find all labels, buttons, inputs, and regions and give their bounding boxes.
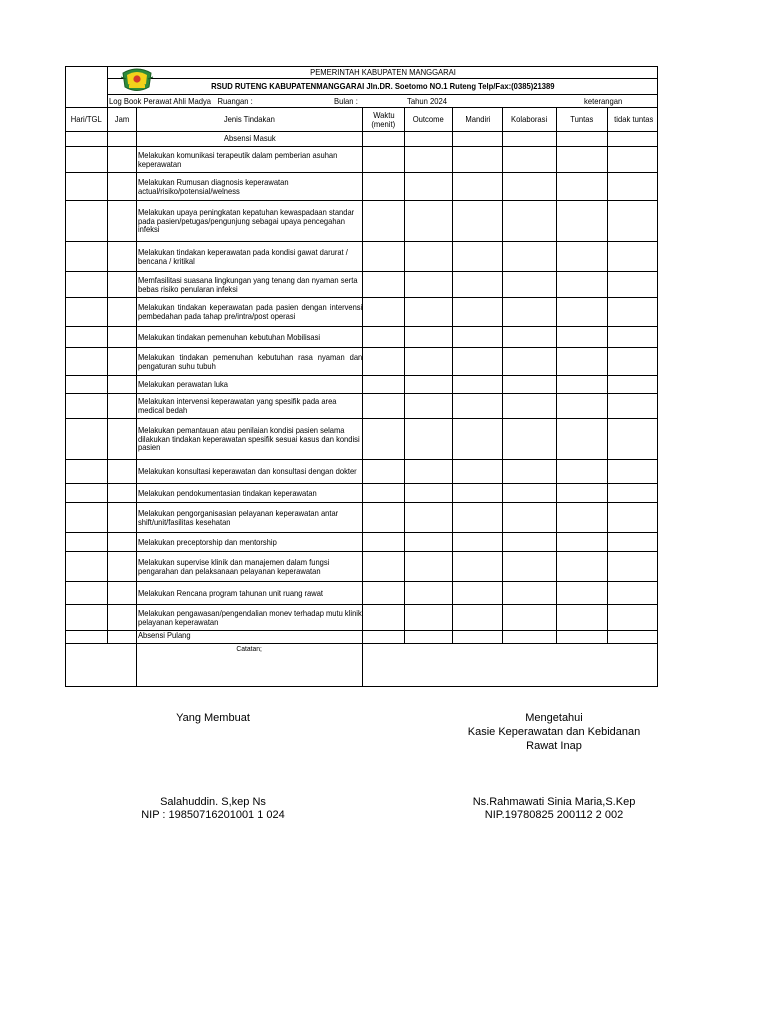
- absensi-masuk: Absensi Masuk: [223, 133, 276, 144]
- col-tidak-tuntas: tidak tuntas: [613, 113, 654, 124]
- activity-row: Memfasilitasi suasana lingkungan yang tenang dan nyaman serta bebas risiko penularan infeksi: [138, 274, 358, 294]
- activity-row: Melakukan upaya peningkatan kepatuhan kewaspadaan standar pada pasien/petugas/pengunjung sebagai upaya pencegahan infeksi: [138, 207, 355, 235]
- activity-row: Melakukan Rumusan diagnosis keperawatan actual/risiko/potensial/welness: [138, 176, 289, 196]
- activity-row: Melakukan pengorganisasian pelayanan keperawatan antar shift/unit/fasilitas kesehatan: [138, 507, 339, 527]
- tahun-label: Tahun 2024: [407, 96, 447, 106]
- col-jenis: Jenis Tindakan: [223, 113, 276, 124]
- activity-row: Melakukan pemantauan atau penilaian kondisi pasien selama dilakukan tindakan keperawatan spesifik sesuai kasus dan kondisi pasien: [138, 425, 360, 453]
- divider: [556, 107, 557, 644]
- activity-row: Melakukan pendokumentasian tindakan keperawatan: [138, 487, 317, 498]
- col-hari: Hari/TGL: [70, 113, 103, 124]
- keterangan-label: keterangan: [584, 96, 623, 106]
- signer-right-position: Kasie Keperawatan dan Kebidanan: [467, 726, 641, 738]
- activity-row: Melakukan tindakan keperawatan pada pasien dengan intervensi pembedahan pada tahap pre/intra/post operasi: [138, 302, 363, 321]
- activity-row: Melakukan intervensi keperawatan yang spesifik pada area medical bedah: [138, 396, 337, 415]
- col-jam: Jam: [114, 113, 130, 124]
- absensi-pulang: Absensi Pulang: [138, 630, 191, 641]
- divider: [107, 67, 108, 644]
- activity-row: Melakukan komunikasi terapeutik dalam pemberian asuhan keperawatan: [138, 149, 338, 169]
- logbook-label: Log Book Perawat Ahli Madya Ruangan :: [109, 96, 253, 106]
- divider: [404, 107, 405, 644]
- activity-row: Melakukan konsultasi keperawatan dan konsultasi dengan dokter: [138, 466, 357, 477]
- signer-right-nip: NIP.19780825 200112 2 002: [484, 809, 624, 821]
- col-tuntas: Tuntas: [570, 113, 594, 124]
- signer-right-unit: Rawat Inap: [526, 740, 582, 752]
- bulan-label: Bulan :: [334, 96, 358, 106]
- divider: [607, 107, 608, 644]
- col-waktu: Waktu (menit): [371, 109, 396, 129]
- signer-right-title: Mengetahui: [525, 712, 583, 724]
- divider: [452, 107, 453, 644]
- col-mandiri: Mandiri: [464, 113, 491, 124]
- activity-row: Melakukan tindakan pemenuhan kebutuhan Mobilisasi: [138, 331, 321, 342]
- activity-row: Melakukan tindakan keperawatan pada kondisi gawat darurat / bencana / kritikal: [138, 246, 348, 266]
- signer-left-nip: NIP : 19850716201001 1 024: [141, 809, 285, 821]
- divider: [502, 107, 503, 644]
- signer-left-title: Yang Membuat: [176, 712, 250, 724]
- signer-right-name: Ns.Rahmawati Sinia Maria,S.Kep: [472, 796, 636, 808]
- signer-left-name: Salahuddin. S,kep Ns: [160, 796, 266, 808]
- activity-row: Melakukan tindakan pemenuhan kebutuhan rasa nyaman dan pengaturan suhu tubuh: [138, 351, 363, 371]
- divider: [136, 107, 137, 687]
- divider: [108, 94, 658, 95]
- hospital-title: RSUD RUTENG KABUPATENMANGGARAI Jln.DR. Soetomo NO.1 Ruteng Telp/Fax:(0385)21389: [211, 80, 555, 91]
- col-kolaborasi: Kolaborasi: [511, 113, 548, 124]
- logbook-sheet: [65, 66, 658, 687]
- regency-logo: [120, 67, 154, 93]
- col-outcome: Outcome: [412, 113, 445, 124]
- catatan-label: Catatan;: [236, 644, 263, 654]
- gov-title: PEMERINTAH KABUPATEN MANGGARAI: [310, 66, 456, 77]
- activity-row: Melakukan preceptorship dan mentorship: [138, 536, 277, 547]
- activity-row: Melakukan supervise klinik dan manajemen dalam fungsi pengarahan dan pelaksanaan pelayanan keperawatan: [138, 556, 330, 576]
- activity-row: Melakukan Rencana program tahunan unit ruang rawat: [138, 587, 324, 598]
- activity-row: Melakukan perawatan luka: [138, 379, 229, 390]
- activity-row: Melakukan pengawasan/pengendalian monev terhadap mutu klinik pelayanan keperawatan: [138, 607, 362, 627]
